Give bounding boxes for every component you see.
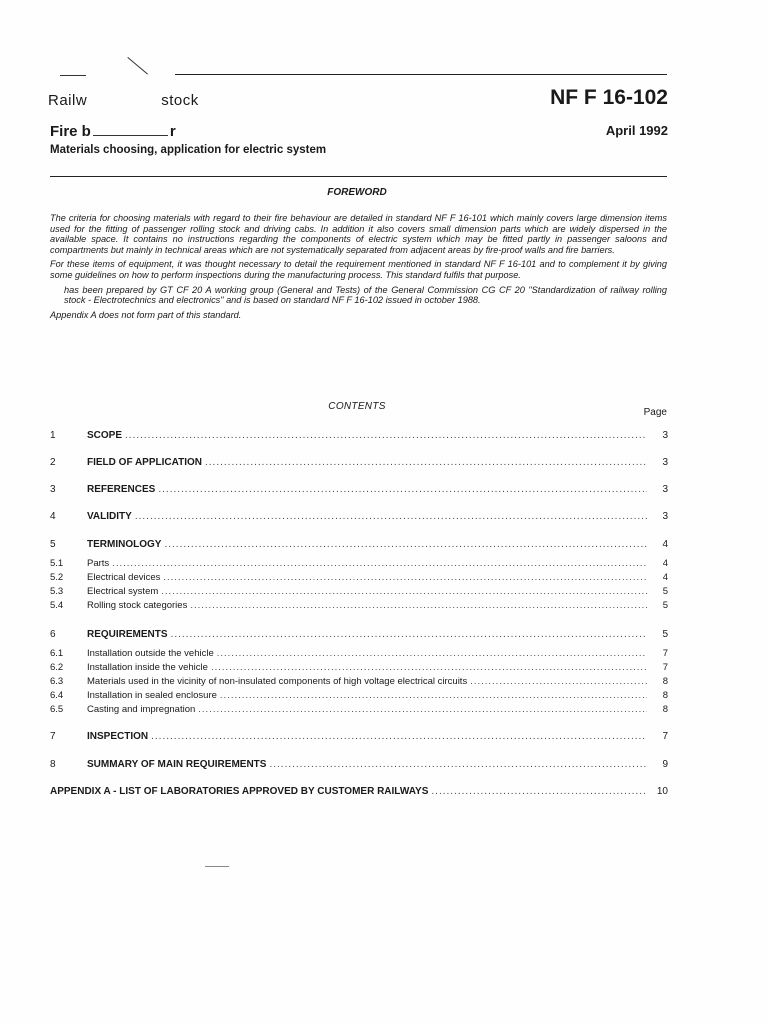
foreword-body [50,213,667,324]
title-text-partial: Fire b [50,123,91,140]
toc-entry [50,539,668,553]
toc-entry [50,662,668,676]
toc-entry-page: 8 [662,704,668,715]
toc-entry [50,586,668,600]
toc-entry [50,600,668,614]
page-column-label: Page [643,407,667,418]
toc-entry-page: 8 [662,676,668,687]
toc-entry-number: 6 [50,629,56,640]
toc-leader-dots [269,759,647,770]
toc-entry-number: 6.4 [50,690,64,701]
toc-leader-dots [198,704,647,715]
toc-entry [50,572,668,586]
toc-leader-dots [125,430,647,441]
toc-entry-label: VALIDITY [87,511,132,522]
contents-heading: CONTENTS [328,401,386,412]
toc-entry-number: 2 [50,457,56,468]
header-top-rule [175,74,667,75]
toc-entry-page: 3 [662,457,668,468]
toc-entry-label: APPENDIX A - LIST OF LABORATORIES APPROVED BY CUSTOMER RAILWAYS [50,786,429,797]
toc-entry-page: 4 [662,572,668,583]
title-text-end: r [169,123,176,140]
toc-leader-dots [217,648,647,659]
toc-leader-dots [205,457,647,468]
toc-entry-label: Installation outside the vehicle [87,648,214,659]
toc-entry [50,558,668,572]
toc-entry-page: 3 [662,430,668,441]
toc-entry-label: SUMMARY OF MAIN REQUIREMENTS [87,759,267,770]
toc-entry [50,457,668,471]
toc-entry-page: 3 [662,511,668,522]
document-title [50,123,176,140]
toc-entry-number: 5.2 [50,572,64,583]
toc-entry-page: 5 [662,586,668,597]
toc-leader-dots [171,629,647,640]
toc-leader-dots [151,731,647,742]
toc-entry-number: 6.3 [50,676,64,687]
toc-entry-number: 5.4 [50,600,64,611]
toc-leader-dots [211,662,647,673]
toc-entry-number: 5 [50,539,56,550]
toc-entry-label: FIELD OF APPLICATION [87,457,202,468]
toc-leader-dots [161,586,647,597]
toc-entry-page: 7 [662,731,668,742]
toc-leader-dots [431,786,647,797]
toc-leader-dots [158,484,647,495]
toc-entry [50,511,668,525]
toc-entry-page: 4 [662,558,668,569]
toc-entry-label: REQUIREMENTS [87,629,168,640]
toc-entry-label: Rolling stock categories [87,600,188,611]
standard-code: NF F 16-102 [550,86,668,109]
toc-entry [50,759,668,773]
series-text-partial: Railw [48,92,88,109]
scan-mark [60,75,86,76]
scan-mark [205,866,229,867]
toc-entry [50,648,668,662]
toc-entry-number: 1 [50,430,56,441]
toc-entry [50,430,668,444]
toc-entry-number: 6.1 [50,648,64,659]
toc-entry-page: 5 [662,629,668,640]
toc-entry-number: 5.1 [50,558,64,569]
toc-entry-label: REFERENCES [87,484,156,495]
toc-leader-dots [190,600,647,611]
toc-leader-dots [470,676,647,687]
header-bottom-rule [50,176,667,177]
toc-entry-label: Materials used in the vicinity of non-insulated components of high voltage electrical circuits [87,676,468,687]
toc-entry-number: 4 [50,511,56,522]
toc-entry-number: 5.3 [50,586,64,597]
toc-entry [50,731,668,745]
toc-entry-label: SCOPE [87,430,123,441]
foreword-paragraph: has been prepared by GT CF 20 A working group (General and Tests) of the General Commission CG CF 20 "Standardization of railway rolling stock - Electrotechnics and electronics" and is based on standard NF F 16-102 issued in october 1988. [64,284,667,306]
toc-entry-page: 5 [662,600,668,611]
toc-leader-dots [135,511,647,522]
toc-entry-page: 10 [656,786,668,797]
toc-entry [50,629,668,643]
toc-entry-label: Installation in sealed enclosure [87,690,217,701]
toc-entry-number: 7 [50,731,56,742]
toc-entry [50,484,668,498]
toc-leader-dots [112,558,647,569]
toc-entry-page: 8 [662,690,668,701]
toc-entry-page: 3 [662,484,668,495]
toc-entry-label: INSPECTION [87,731,149,742]
toc-entry-page: 7 [662,648,668,659]
toc-leader-dots [163,572,647,583]
toc-entry [50,676,668,690]
foreword-paragraph: For these items of equipment, it was thought necessary to detail the requirement mentioned in standard NF F 16-101 and to complement it by giving some guidelines on how to perform inspections during the manufacturing process. This standard fulfils that purpose. [50,259,667,280]
toc-entry-number: 6.2 [50,662,64,673]
toc-entry-label: Casting and impregnation [87,704,196,715]
toc-entry-number: 6.5 [50,704,64,715]
toc-entry-page: 9 [662,759,668,770]
toc-entry-label: Electrical devices [87,572,161,583]
toc-entry-label: TERMINOLOGY [87,539,162,550]
toc-leader-dots [220,690,647,701]
toc-entry-label: Installation inside the vehicle [87,662,208,673]
toc-entry-label: Parts [87,558,110,569]
publication-date: April 1992 [605,123,668,138]
toc-entry-page: 7 [662,662,668,673]
standard-series [48,92,199,109]
toc-entry [50,690,668,704]
foreword-heading: FOREWORD [327,187,387,198]
toc-entry [50,704,668,718]
document-subtitle: Materials choosing, application for electric system [50,144,327,156]
series-text-end: stock [161,92,199,109]
toc-entry-number: 3 [50,484,56,495]
toc-leader-dots [164,539,647,550]
toc-entry-label: Electrical system [87,586,159,597]
toc-entry [50,786,668,800]
toc-entry-page: 4 [662,539,668,550]
toc-entry-number: 8 [50,759,56,770]
foreword-paragraph: Appendix A does not form part of this standard. [50,309,242,320]
scan-mark [127,57,148,74]
foreword-paragraph: The criteria for choosing materials with regard to their fire behaviour are detailed in standard NF F 16-101 which mainly covers large dimension items used for the fitting of passenger rolling stock and driving cabs. In addition it also covers small dimension parts which are widely dispersed in the available space. It contains no instructions regarding the components of electric system which may be fitted partly in passenger saloons and compartments but mainly in technical areas which are not systematically separated from adjacent areas by fire-proof walls and fire barriers. [50,213,667,255]
